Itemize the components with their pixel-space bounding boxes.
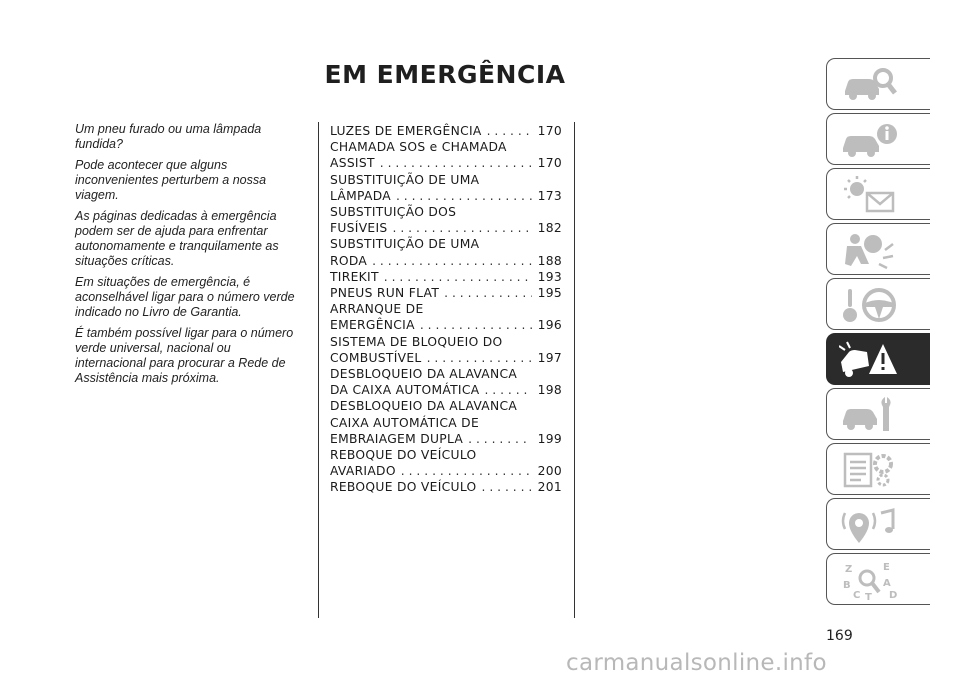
intro-paragraph: Em situações de emergência, é aconselhável ligar para o número verde indicado no Livro de Garantia. bbox=[75, 275, 295, 319]
tab-warning-lights[interactable] bbox=[826, 168, 930, 220]
tab-steering-wheel[interactable] bbox=[826, 278, 930, 330]
tab-emergency[interactable] bbox=[826, 333, 930, 385]
toc-page-number: 199 bbox=[537, 431, 562, 446]
toc-entry-label: LUZES DE EMERGÊNCIA bbox=[330, 124, 482, 138]
toc-entry-label: LÂMPADA bbox=[330, 188, 391, 203]
toc-entry[interactable] bbox=[330, 479, 562, 495]
table-of-contents bbox=[330, 123, 562, 496]
toc-page-number: 188 bbox=[537, 253, 562, 268]
intro-paragraph: Pode acontecer que alguns inconvenientes perturbem a nossa viagem. bbox=[75, 158, 267, 202]
toc-dot-leader bbox=[415, 317, 532, 333]
tab-car-maintenance[interactable] bbox=[826, 388, 930, 440]
toc-entry-label: RODA bbox=[330, 253, 368, 268]
warning-lights-message-icon bbox=[839, 175, 899, 215]
toc-page-number: 197 bbox=[537, 350, 562, 365]
toc-entry-label: SISTEMA DE BLOQUEIO DO bbox=[330, 334, 503, 349]
toc-entry[interactable] bbox=[330, 301, 562, 333]
column-divider bbox=[574, 122, 575, 618]
toc-page-number: 198 bbox=[537, 383, 562, 398]
toc-entry-label: AVARIADO bbox=[330, 464, 396, 479]
toc-entry[interactable] bbox=[330, 269, 562, 285]
toc-entry[interactable] bbox=[330, 334, 562, 366]
watermark: carmanualsonline.info bbox=[566, 650, 827, 676]
toc-entry-label: TIREKIT bbox=[330, 269, 379, 284]
toc-entry-label: EMERGÊNCIA bbox=[330, 318, 415, 333]
steering-wheel-key-icon bbox=[839, 285, 899, 325]
car-wrench-icon bbox=[839, 395, 899, 435]
specifications-gear-icon bbox=[839, 450, 899, 490]
tab-car-info[interactable] bbox=[826, 113, 930, 165]
toc-page-number: 193 bbox=[537, 269, 562, 284]
intro-paragraph: As páginas dedicadas à emergência podem ser de ajuda para enfrentar autonomamente e tranquilamente as situações críticas. bbox=[75, 209, 279, 268]
toc-entry[interactable] bbox=[330, 236, 562, 268]
toc-entry[interactable] bbox=[330, 139, 562, 171]
svg-text:A: A bbox=[883, 578, 891, 589]
toc-page-number: 195 bbox=[537, 286, 562, 301]
toc-entry-label: EMBRAIAGEM DUPLA bbox=[330, 431, 464, 446]
airbag-safety-icon bbox=[839, 230, 899, 270]
intro-paragraph: É também possível ligar para o número verde universal, nacional ou internacional para procurar a Rede de Assistência mais próxima. bbox=[75, 326, 294, 385]
svg-text:B: B bbox=[843, 580, 851, 591]
svg-text:D: D bbox=[889, 590, 898, 600]
toc-dot-leader bbox=[375, 155, 532, 171]
toc-entry-label: PNEUS RUN FLAT bbox=[330, 286, 440, 301]
alphabetical-index-search-icon bbox=[839, 560, 899, 600]
svg-text:Z: Z bbox=[845, 564, 853, 575]
toc-dot-leader bbox=[391, 188, 532, 204]
toc-entry-label: DA CAIXA AUTOMÁTICA bbox=[330, 383, 480, 398]
toc-entry-label: REBOQUE DO VEÍCULO bbox=[330, 480, 477, 495]
page-number: 169 bbox=[826, 628, 853, 644]
toc-entry-label: REBOQUE DO VEÍCULO bbox=[330, 448, 477, 463]
toc-page-number: 170 bbox=[537, 156, 562, 171]
toc-entry-label: FUSÍVEIS bbox=[330, 221, 388, 236]
toc-entry-label: ARRANQUE DE bbox=[330, 302, 424, 317]
car-search-icon bbox=[839, 65, 899, 105]
toc-dot-leader bbox=[379, 269, 532, 285]
toc-dot-leader bbox=[367, 253, 532, 269]
toc-entry-label: COMBUSTÍVEL bbox=[330, 350, 422, 365]
toc-entry[interactable] bbox=[330, 398, 562, 447]
toc-entry-label: SUBSTITUIÇÃO DOS bbox=[330, 205, 457, 220]
car-emergency-warning-icon bbox=[839, 340, 899, 380]
toc-entry[interactable] bbox=[330, 172, 562, 204]
toc-entry[interactable] bbox=[330, 285, 562, 301]
toc-entry-label: ASSIST bbox=[330, 156, 375, 171]
svg-text:C: C bbox=[853, 590, 861, 600]
toc-page-number: 173 bbox=[537, 188, 562, 203]
toc-dot-leader bbox=[482, 123, 532, 139]
toc-entry[interactable] bbox=[330, 366, 562, 398]
tab-specifications[interactable] bbox=[826, 443, 930, 495]
toc-entry-label: DESBLOQUEIO DA ALAVANCA bbox=[330, 399, 518, 414]
tab-multimedia[interactable] bbox=[826, 498, 930, 550]
toc-entry-label: CHAMADA SOS e CHAMADA bbox=[330, 140, 507, 155]
tab-index[interactable] bbox=[826, 553, 930, 605]
toc-page-number: 196 bbox=[537, 318, 562, 333]
tab-airbag-safety[interactable] bbox=[826, 223, 930, 275]
svg-text:T: T bbox=[865, 592, 872, 600]
intro-text bbox=[75, 122, 300, 392]
toc-entry-label: CAIXA AUTOMÁTICA DE bbox=[330, 415, 480, 430]
tab-car-search[interactable] bbox=[826, 58, 930, 110]
toc-page-number: 170 bbox=[537, 124, 562, 138]
toc-dot-leader bbox=[439, 285, 531, 301]
toc-page-number: 201 bbox=[537, 480, 562, 495]
intro-paragraph: Um pneu furado ou uma lâmpada fundida? bbox=[75, 122, 262, 151]
toc-entry-label: SUBSTITUIÇÃO DE UMA bbox=[330, 237, 480, 252]
toc-entry[interactable] bbox=[330, 447, 562, 479]
toc-dot-leader bbox=[396, 463, 532, 479]
toc-page-number: 182 bbox=[537, 221, 562, 236]
toc-dot-leader bbox=[479, 382, 531, 398]
toc-dot-leader bbox=[477, 479, 532, 495]
column-divider bbox=[318, 122, 319, 618]
car-info-icon bbox=[839, 120, 899, 160]
toc-entry-label: SUBSTITUIÇÃO DE UMA bbox=[330, 172, 480, 187]
toc-entry-label: DESBLOQUEIO DA ALAVANCA bbox=[330, 367, 518, 382]
toc-dot-leader bbox=[388, 220, 532, 236]
svg-text:E: E bbox=[883, 562, 890, 573]
page-title: EM EMERGÊNCIA bbox=[324, 60, 566, 89]
toc-entry[interactable] bbox=[330, 123, 562, 139]
multimedia-music-icon bbox=[839, 505, 899, 545]
toc-dot-leader bbox=[422, 350, 532, 366]
toc-page-number: 200 bbox=[537, 464, 562, 479]
toc-entry[interactable] bbox=[330, 204, 562, 236]
toc-dot-leader bbox=[463, 431, 531, 447]
